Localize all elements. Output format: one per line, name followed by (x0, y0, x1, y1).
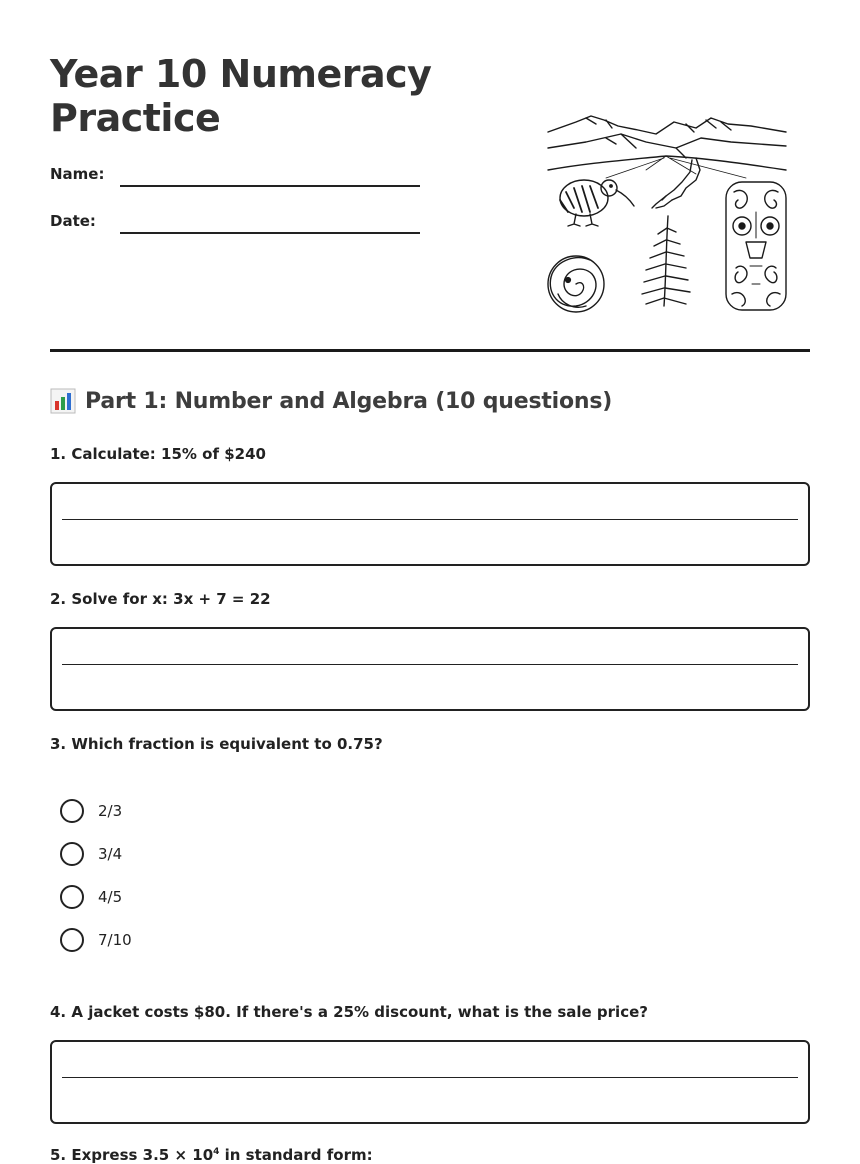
option-7-10[interactable] (60, 928, 132, 952)
silver-fern-drawing (642, 216, 690, 306)
question-4-answer-box[interactable] (50, 1040, 810, 1124)
option-label: 2/3 (98, 802, 123, 820)
date-input-line[interactable] (120, 232, 420, 234)
kiwi-bird-drawing (560, 180, 634, 226)
maori-carving-drawing (726, 182, 786, 310)
option-label: 4/5 (98, 888, 123, 906)
question-5-text-before: 5. Express 3.5 × 10 (50, 1146, 214, 1164)
radio-button[interactable] (60, 885, 84, 909)
question-2-text: 2. Solve for x: 3x + 7 = 22 (50, 590, 271, 608)
question-2-answer-box[interactable] (50, 627, 810, 711)
answer-writing-line (62, 664, 798, 665)
question-1-text: 1. Calculate: 15% of $240 (50, 445, 266, 463)
date-label: Date: (50, 212, 96, 230)
date-field[interactable] (50, 212, 420, 236)
koru-spiral-drawing (548, 256, 604, 312)
header-divider (50, 349, 810, 352)
option-label: 3/4 (98, 845, 123, 863)
nz-illustration (546, 108, 790, 318)
question-1-answer-box[interactable] (50, 482, 810, 566)
question-5-text (50, 1146, 373, 1164)
new-zealand-map-drawing (652, 158, 700, 208)
question-4-text: 4. A jacket costs $80. If there's a 25% discount, what is the sale price? (50, 1003, 648, 1021)
title-line-2: Practice (50, 96, 221, 140)
section-title (50, 388, 612, 414)
question-5-exponent: 4 (213, 1147, 220, 1157)
option-3-4[interactable] (60, 842, 122, 866)
option-2-3[interactable] (60, 799, 122, 823)
radio-button[interactable] (60, 799, 84, 823)
option-4-5[interactable] (60, 885, 122, 909)
name-input-line[interactable] (120, 185, 420, 187)
question-3-text: 3. Which fraction is equivalent to 0.75? (50, 735, 383, 753)
name-label: Name: (50, 165, 105, 183)
answer-writing-line (62, 519, 798, 520)
option-label: 7/10 (98, 931, 132, 949)
section-title-text: Part 1: Number and Algebra (10 questions) (85, 388, 613, 414)
radio-button[interactable] (60, 928, 84, 952)
bar-chart-icon (50, 388, 76, 414)
answer-writing-line (62, 1077, 798, 1078)
worksheet-header (50, 0, 810, 352)
question-5-text-after: in standard form: (219, 1146, 373, 1164)
name-field[interactable] (50, 165, 420, 189)
title-line-1: Year 10 Numeracy (50, 52, 432, 96)
radio-button[interactable] (60, 842, 84, 866)
page-title (50, 52, 431, 140)
mountains-drawing (548, 116, 786, 178)
